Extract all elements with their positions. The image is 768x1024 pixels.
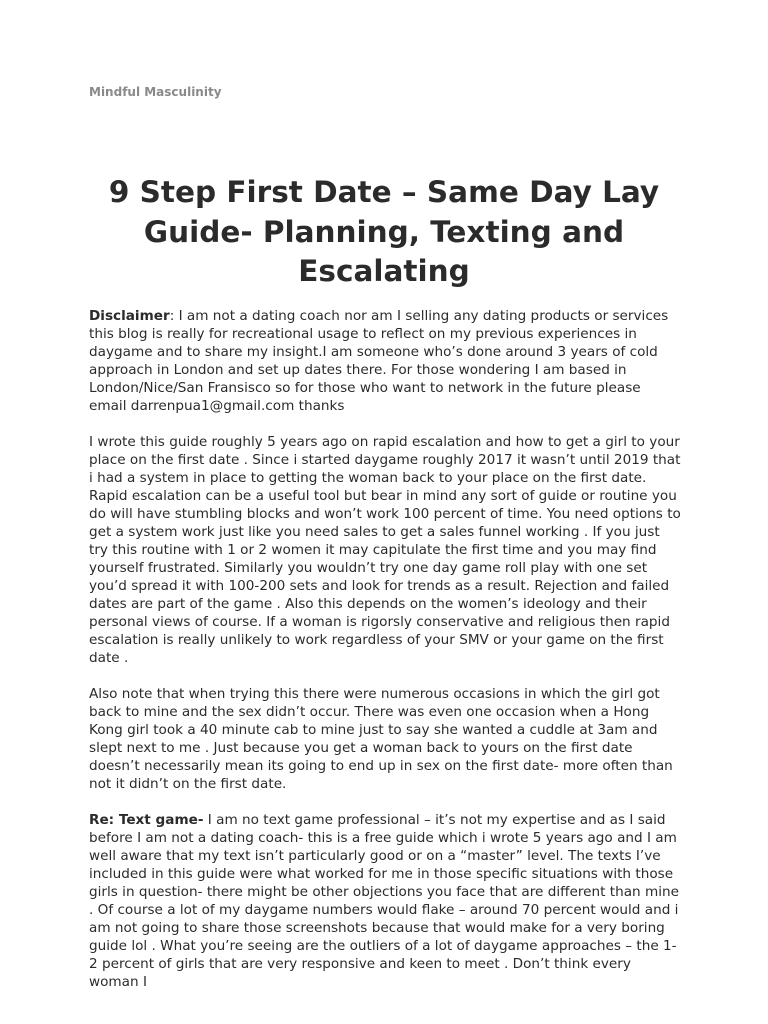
- paragraph-disclaimer: [89, 307, 682, 415]
- paragraph-lead: Re: Text game-: [89, 812, 204, 828]
- paragraph-text: Also note that when trying this there were numerous occasions in which the girl got back to mine and the sex didn’t occur. There was even one occasion when a Hong Kong girl took a 40 minute cab to mine just to say she wanted a cuddle at 3am and slept next to me . Just because you get a woman back to yours on the first date doesn’t necessarily mean its going to end up in sex on the first date- more often than not it didn’t on the first date.: [89, 686, 673, 792]
- paragraph-intro: [89, 433, 682, 667]
- paragraph-text: : I am not a dating coach nor am I selling any dating products or services this blog is really for recreational usage to reflect on my previous experiences in daygame and to share my insight.I am someone who’s done around 3 years of cold approach in London and set up dates there. For those wondering I am based in London/Nice/San Fransisco so for those who want to network in the future please email darrenpua1@gmail.com thanks: [89, 308, 669, 414]
- site-name: Mindful Masculinity: [89, 85, 222, 99]
- paragraph-text-game: [89, 811, 682, 991]
- paragraph-note: [89, 685, 682, 793]
- paragraph-lead: Disclaimer: [89, 308, 170, 324]
- paragraph-text: I wrote this guide roughly 5 years ago on rapid escalation and how to get a girl to your place on the first date . Since i started daygame roughly 2017 it wasn’t until 2019 that i had a system in place to getting the woman back to your place on the first date. Rapid escalation can be a useful tool but bear in mind any sort of guide or routine you do will have stumbling blocks and won’t work 100 percent of time. You need options to get a system work just like you need sales to get a sales funnel working . If you just try this routine with 1 or 2 women it may capitulate the first time and you may find yourself frustrated. Similarly you wouldn’t try one day game roll play with one set you’d spread it with 100-200 sets and look for trends as a result. Rejection and failed dates are part of the game . Also this depends on the women’s ideology and their personal views of course. If a woman is rigorsly conservative and religious then rapid escalation is really unlikely to work regardless of your SMV or your game on the first date .: [89, 434, 681, 666]
- article-body: [89, 307, 682, 1009]
- paragraph-text: I am no text game professional – it’s not my expertise and as I said before I am not a dating coach- this is a free guide which i wrote 5 years ago and I am well aware that my text isn’t particularly good or on a “master” level. The texts I’ve included in this guide were what worked for me in those specific situations with those girls in question- there might be other objections you face that are different than mine . Of course a lot of my daygame numbers would flake – around 70 percent would and i am not going to share those screenshots because that would make for a very boring guide lol . What you’re seeing are the outliers of a lot of daygame approaches – the 1-2 percent of girls that are very responsive and keen to meet . Don’t think every woman I: [89, 812, 679, 990]
- article-title: 9 Step First Date – Same Day Lay Guide- Planning, Texting and Escalating: [108, 175, 660, 288]
